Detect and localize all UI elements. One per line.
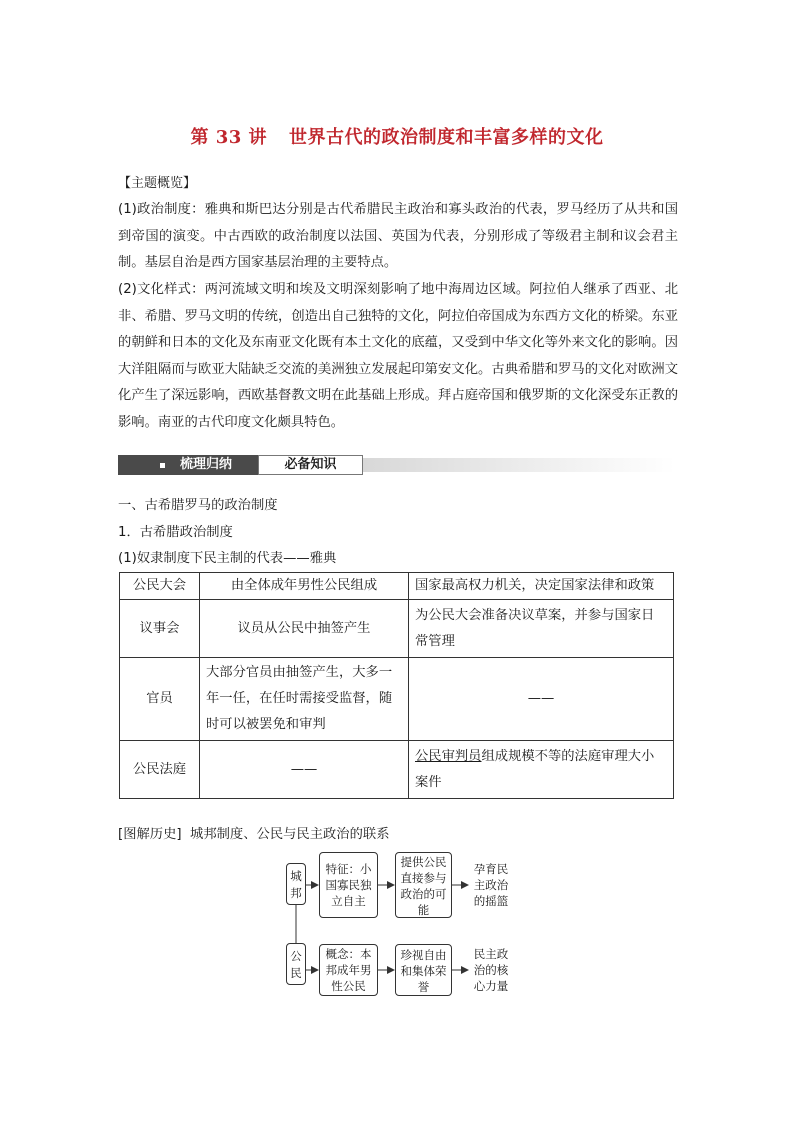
diagram-heading [118,823,390,842]
table-row [120,573,674,600]
page-title [0,123,794,149]
section-heading: 一、古希腊罗马的政治制度 [118,498,278,513]
table-cell: 公民法庭 [120,741,200,799]
lecture-topic: 世界古代的政治制度和丰富多样的文化 [289,127,604,148]
subsection-heading: 1．古希腊政治制度 [118,525,233,540]
citizen-box: 公民 [286,943,306,985]
banner-left [118,455,258,475]
diagram-title: 城邦制度、公民与民主政治的联系 [190,827,390,842]
section-banner [118,455,675,475]
athens-institutions-table [119,572,674,799]
overview-heading: 【主题概览】 [118,176,197,191]
underlined-term: 公民审判员 [415,748,482,764]
table-cell: 官员 [120,658,200,741]
concept-box: 概念：本邦成年男性公民 [319,944,378,996]
table-cell: —— [409,658,674,741]
table-cell: 国家最高权力机关，决定国家法律和政策 [409,573,674,600]
cell-text: 组成规模不等的法庭审理大小案件 [415,748,655,790]
diagram-tag: [图解历史] [118,827,182,842]
table-cell: 议事会 [120,600,200,658]
lecture-number: 第 33 讲 [190,127,268,148]
table-cell: 大部分官员由抽签产生，大多一年一任，在任时需接受监督，随时可以被罢免和审判 [200,658,409,741]
table-cell [409,741,674,799]
provide-box: 提供公民直接参与政治的可能 [395,852,452,918]
square-bullet-icon [160,463,165,468]
table-cell: —— [200,741,409,799]
table-cell: 议员从公民中抽签产生 [200,600,409,658]
table-row [120,658,674,741]
cradle-text: 孕育民主政治的摇篮 [473,862,509,908]
sub-subsection-heading: (1)奴隶制度下民主制的代表——雅典 [118,551,337,566]
table-row [120,600,674,658]
table-cell: 公民大会 [120,573,200,600]
cherish-box: 珍视自由和集体荣誉 [395,944,452,996]
feature-box: 特征：小国寡民独立自主 [319,852,378,918]
city-state-box: 城邦 [286,863,306,905]
table-cell: 为公民大会准备决议草案，并参与国家日常管理 [409,600,674,658]
banner-left-label: 梳理归纳 [180,457,233,472]
overview-paragraph-culture: (2)文化样式：两河流域文明和埃及文明深刻影响了地中海周边区域。阿拉伯人继承了西亚、北非、希腊、罗马文明的传统，创造出自己独特的文化，阿拉伯帝国成为东西方文化的桥梁。东亚的朝鲜和日本的文化及东南亚文化既有本土文化的底蕴，又受到中华文化等外来文化的影响。因大洋阻隔而与欧亚大陆缺乏交流的美洲独立发展起印第安文化。古典希腊和罗马的文化对欧洲文化产生了深远影响，西欧基督教文明在此基础上形成。拜占庭帝国和俄罗斯的文化深受东正教的影响。南亚的古代印度文化颇具特色。 [118,282,678,430]
banner-right-label: 必备知识 [258,455,363,475]
core-force-text: 民主政治的核心力量 [473,947,509,993]
table-cell: 由全体成年男性公民组成 [200,573,409,600]
table-row [120,741,674,799]
overview-paragraph-politics: (1)政治制度：雅典和斯巴达分别是古代希腊民主政治和寡头政治的代表，罗马经历了从共和国到帝国的演变。中古西欧的政治制度以法国、英国为代表，分别形成了等级君主制和议会君主制。基层自治是西方国家基层治理的主要特点。 [118,202,678,270]
banner-fade [363,458,675,472]
